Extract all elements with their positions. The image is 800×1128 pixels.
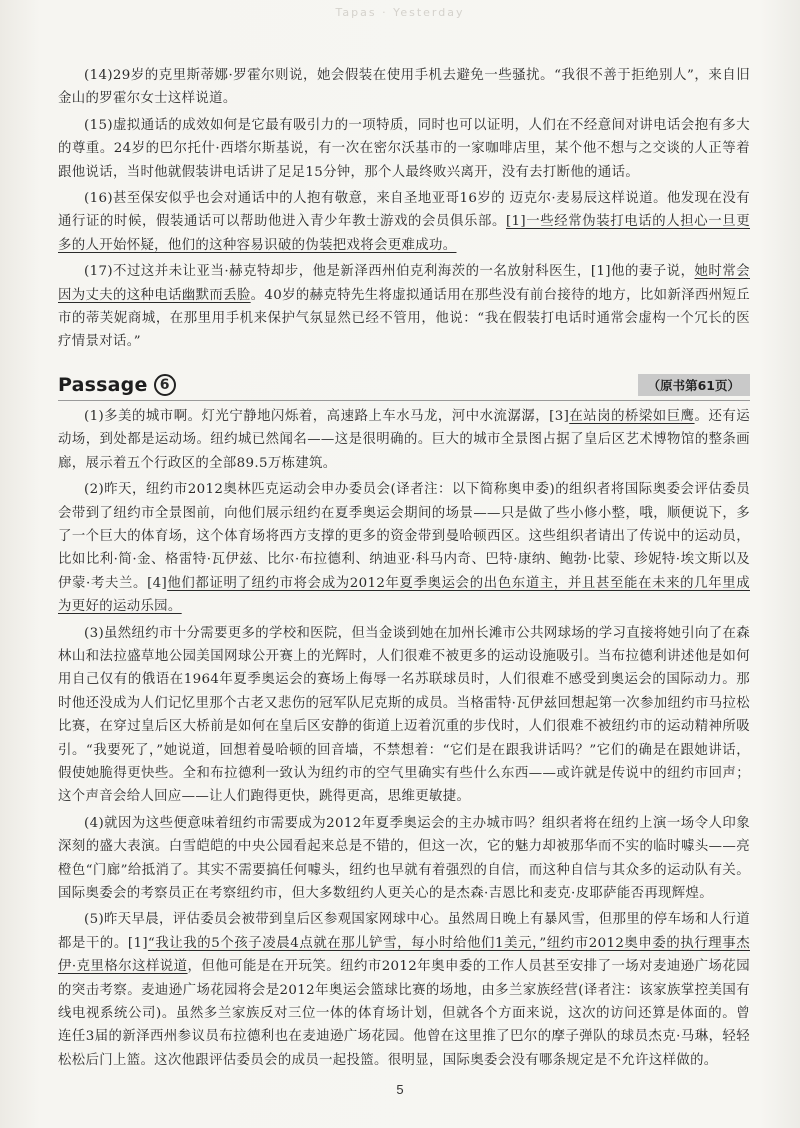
paragraph-q2 bbox=[58, 478, 750, 618]
passage-title bbox=[58, 374, 176, 396]
underlined-sentence: 他们都证明了纽约市将会成为2012年夏季奥运会的出色东道主，并且甚至能在未来的几年里成为更好的运动乐园。 bbox=[58, 575, 750, 615]
passage-label: Passage bbox=[58, 373, 148, 396]
passage-6-header bbox=[58, 370, 750, 401]
text-segment: (3)虽然纽约市十分需要更多的学校和医院，但当金谈到她在加州长滩市公共网球场的学习直接将她引向了在森林山和法拉盛草地公园美国网球公开赛上的光辉时，人们很难不被更多的运动设施吸引。当布拉德利讲述他是如何用自己仅有的俄语在1964年夏季奥运会的赛场上侮辱一名苏联球员时，人们很难不感受到奥运会的国际动力。那时他还没成为人们记忆里那个古老又悲伤的冠军队尼克斯的成员。当格雷特·瓦伊兹回想起第一次参加纽约市马拉松比赛，在穿过皇后区大桥前是如何在皇后区安静的街道上迈着沉重的步伐时，人们很难不被纽约市的运动精神所吸引。“我要死了，”她说道，回想着曼哈顿的回音墙，不禁想着：“它们是在跟我讲话吗？”它们的确是在跟她讲话，假使她脆得更快些。全和布拉德利一致认为纽约市的空气里确实有些什么东西——或许就是传说中的纽约市回声；这个声音会给人回应——让人们跑得更快，跳得更高，思维更敏捷。 bbox=[58, 625, 750, 805]
underlined-sentence: [1]一些经常伪装打电话的人担心一旦更多的人开始怀疑，他们的这种容易识破的伪装把戏将会更难成功。 bbox=[58, 214, 750, 253]
paragraph-p17 bbox=[58, 260, 750, 354]
content-area bbox=[58, 64, 750, 1075]
underlined-sentence: 她时常会因为丈夫的这种电话幽默而丢脸 bbox=[58, 264, 750, 303]
paragraph-q1 bbox=[58, 405, 750, 475]
text-segment: (15)虚拟通话的成效如何是它最有吸引力的一项特质，同时也可以证明，人们在不经意间对讲电话会抱有多大的尊重。24岁的巴尔托什·西塔尔斯基说，有一次在密尔沃基市的一家咖啡店里，某个他不想与之交谈的人正等着跟他说话，当时他就假装讲电话讲了足足15分钟，那个人最终败兴离开，没有去打断他的通话。 bbox=[58, 117, 750, 180]
original-book-page-reference: （原书第61页） bbox=[638, 374, 750, 396]
underlined-sentence: 在站岗的桥梁如巨鹰 bbox=[569, 408, 695, 424]
text-segment: (17)不过这并未让亚当·赫克特却步，他是新泽西州伯克利海茨的一名放射科医生，[1]他的妻子说， bbox=[84, 264, 695, 280]
paragraph-p15 bbox=[58, 114, 750, 184]
page-number: 5 bbox=[396, 1082, 404, 1097]
passage-6-body bbox=[58, 405, 750, 1072]
passage-5-continued bbox=[58, 64, 750, 354]
passage-number-badge: 6 bbox=[154, 374, 176, 396]
text-segment: (16)甚至保安似乎也会对通话中的人抱有敬意，来自圣地亚哥16岁的 迈克尔·麦易辰这样说道。他发现在没有通行证的时候，假装通话可以帮助他进入青少年教士游戏的会员俱乐部。 bbox=[58, 191, 750, 230]
text-segment: (5)昨天早晨，评估委员会被带到皇后区参观国家网球中心。虽然周日晚上有暴风雪，但那里的停车场和人行道都是干的。[1] bbox=[58, 912, 750, 951]
text-segment: 。还有运动场，到处都是运动场。纽约城已然闻名——这是很明确的。巨大的城市全景图占据了皇后区艺术博物馆的整条画廊，展示着五个行政区的全部89.5万栋建筑。 bbox=[58, 408, 750, 471]
underlined-sentence: “我让我的5个孩子凌晨4点就在那儿铲雪，每小时给他们1美元，”纽约市2012奥申委的执行理事杰伊·克里格尔这样说道 bbox=[58, 935, 750, 975]
text-segment: (4)就因为这些便意味着纽约市需要成为2012年夏季奥运会的主办城市吗？组织者将在纽约上演一场令人印象深刻的盛大表演。白雪皑皑的中央公园看起来总是不错的，但这一次，它的魅力却被那华而不实的临时噱头——亮橙色“门廊”给抵消了。其实不需要搞任何噱头，纽约也早就有着强烈的自信，而这种自信与其众多的运动队有关。国际奥委会的考察员正在考察纽约市，但大多数纽约人更关心的是杰森·吉恩比和麦克·皮耶萨能否再现辉煌。 bbox=[58, 815, 750, 901]
paragraph-q4 bbox=[58, 812, 750, 906]
paragraph-p16 bbox=[58, 187, 750, 257]
paragraph-p14 bbox=[58, 64, 750, 111]
text-segment: (2)昨天，纽约市2012奥林匹克运动会申办委员会(译者注：以下简称奥申委)的组织者将国际奥委会评估委员会带到了纽约市全景图前，向他们展示纽约在夏季奥运会期间的场景——只是做了些小修小整，哦，顺便说下，多了一个巨大的体育场，这个体育场将西方支撑的更多的资金带到曼哈顿西区。这些组织者请出了传说中的运动员，比如比利·简·金、格雷特·瓦伊兹、比尔·布拉德利、纳迪亚·科马内奇、巴特·康纳、鲍勃·比蒙、珍妮特·埃文斯以及伊蒙·考夫兰。[4] bbox=[58, 482, 750, 591]
paragraph-q3 bbox=[58, 622, 750, 809]
text-segment: ，但他可能是在开玩笑。纽约市2012年奥申委的工作人员甚至安排了一场对麦迪逊广场花园的突击考察。麦迪逊广场花园将会是2012年奥运会篮球比赛的场地，由多兰家族经营(译者注：该家族掌控美国有线电视系统公司)。虽然多兰家族反对三位一体的体育场计划，但就各个方面来说，这次的访问还算是体面的。曾连任3届的新泽西州参议员布拉德利也在麦迪逊广场花园。他曾在这里推了巴尔的摩子弹队的球员杰克·马琳，轻轻松松后门上篮。这次他跟评估委员会的成员一起投篮。很明显，国际奥委会没有哪条规定是不允许这样做的。 bbox=[58, 959, 750, 1068]
header-watermark: Tapas · Yesterday bbox=[335, 6, 465, 19]
text-segment: (14)29岁的克里斯蒂娜·罗霍尔则说，她会假装在使用手机去避免一些骚扰。“我很不善于拒绝别人”，来自旧金山的罗霍尔女士这样说道。 bbox=[58, 68, 750, 107]
text-segment: (1)多美的城市啊。灯光宁静地闪烁着，高速路上车水马龙，河中水流潺潺，[3] bbox=[84, 408, 570, 424]
paragraph-q5 bbox=[58, 908, 750, 1072]
text-segment: 。40岁的赫克特先生将虚拟通话用在那些没有前台接待的地方，比如新泽西州短丘市的蒂芙妮商城，在那里用手机来保护气氛显然已经不管用，他说：“我在假装打电话时通常会虚构一个冗长的医疗情景对话。” bbox=[58, 287, 750, 350]
